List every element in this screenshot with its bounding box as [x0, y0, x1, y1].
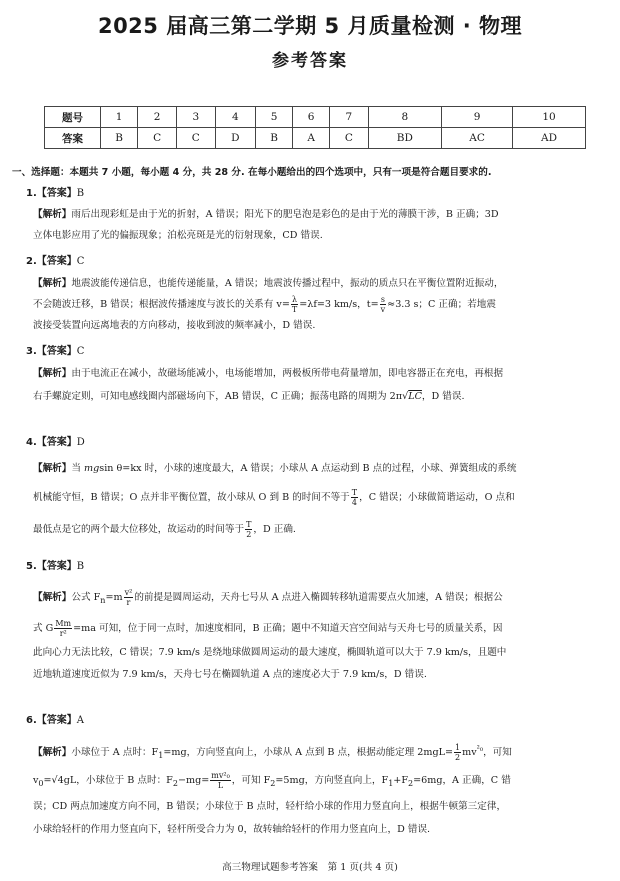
analysis-text: =mg，方向竖直向上，小球从 A 点到 B 点，根据动能定理 2mgL=	[163, 747, 454, 759]
analysis-text: =ma 可知，位于同一点时，加速度相同，B 正确；题中不知道天宫空间站与天舟七号的质量关系，因	[73, 623, 503, 634]
answer-tag: 【答案】	[36, 346, 77, 357]
answer-tag: 【答案】	[36, 561, 77, 572]
numerator: Mm	[55, 619, 72, 628]
table-cell: 6	[293, 107, 330, 128]
question-2-analysis	[33, 273, 601, 336]
fraction-mm-over-r2	[54, 619, 72, 638]
page-title: 2025 届高三第二学期 5 月质量检测 · 物理	[97, 14, 523, 38]
analysis-text: ，可知	[483, 747, 512, 759]
answer-value: B	[76, 561, 85, 572]
table-cell: 1	[101, 107, 138, 128]
superscript: ²₀	[476, 744, 484, 753]
table-cell: 4	[215, 107, 255, 128]
analysis-text: ，D 错误.	[421, 391, 465, 402]
analysis-text: v	[33, 775, 39, 786]
analysis-text: −mg=	[177, 775, 210, 786]
sqrt-sign-icon: √	[402, 391, 409, 402]
analysis-text: mv	[462, 747, 477, 759]
analysis-text: 最低点是它的两个最大位移处，故运动的时间等于	[33, 524, 245, 535]
answer-summary-table	[44, 106, 586, 149]
analysis-tag: 【解析】	[33, 278, 72, 289]
question-number: 3.	[26, 346, 37, 357]
denominator: L	[217, 781, 224, 790]
analysis-text: 地震波能传递信息，也能传递能量，A 错误；地震波传播过程中，振动的质点只在平衡位置附近振动，	[71, 278, 504, 289]
table-row-answers	[45, 128, 586, 149]
table-cell: 7	[330, 107, 369, 128]
denominator: r	[126, 598, 131, 607]
question-1-answer	[26, 184, 84, 199]
question-2-answer	[26, 252, 84, 267]
fraction-t-over-4	[351, 488, 358, 507]
numerator: 1	[455, 743, 461, 753]
question-number: 6.	[26, 715, 37, 726]
analysis-text: 不会随波迁移，B 错误；根据波传播速度与波长的关系有 v=	[33, 299, 290, 310]
denominator: 2	[455, 753, 461, 763]
analysis-text: 机械能守恒，B 错误；O 点并非平衡位置，故小球从 O 到 B 的时间不等于	[33, 492, 350, 503]
analysis-text: 雨后出现彩虹是由于光的折射，A 错误；阳光下的肥皂泡是彩色的是由于光的薄膜干涉，B 正确；3D	[71, 209, 499, 220]
analysis-text: ≈3.3 s；C 正确；若地震	[387, 299, 496, 310]
answer-value: C	[76, 346, 85, 357]
analysis-text: 右手螺旋定则，可知电感线圈内部磁场向下，AB 错误，C 正确；振荡电路的周期为 2π	[33, 391, 403, 402]
subscript: 0	[38, 778, 44, 788]
fraction-mv2-over-l	[210, 771, 231, 790]
answer-value: D	[76, 437, 85, 448]
analysis-text: =m	[105, 592, 123, 603]
subscript: 1	[388, 778, 394, 788]
table-cell: A	[293, 128, 330, 149]
question-4-analysis	[33, 458, 601, 540]
question-5-analysis	[33, 587, 601, 685]
analysis-text: 小球位于 A 点时：F	[71, 747, 159, 759]
numerator: T	[246, 520, 252, 529]
analysis-text: 误；CD 两点加速度方向不同，B 错误；小球位于 B 点时，轻杆给小球的作用力竖直向上，根据牛顿第三定律，	[33, 801, 507, 812]
question-5-answer	[26, 557, 84, 572]
numerator: T	[351, 488, 358, 497]
analysis-text: =√4gL，小球位于 B 点时：F	[43, 775, 173, 786]
analysis-text: ，D 正确.	[253, 524, 296, 535]
question-number: 2.	[26, 256, 37, 267]
table-cell: 2	[138, 107, 177, 128]
analysis-tag: 【解析】	[33, 463, 72, 474]
table-cell: B	[255, 128, 292, 149]
analysis-text: 波接受装置向远离地表的方向移动，接收到波的频率减小，D 错误.	[33, 320, 316, 331]
answer-value: A	[76, 715, 84, 726]
numerator: v²	[124, 588, 133, 597]
question-3-analysis	[33, 363, 601, 407]
analysis-text: 立体电影应用了光的偏振现象；泊松亮斑是光的衍射现象，CD 错误.	[33, 230, 323, 241]
section-heading: 一、选择题：本题共 7 小题，每小题 4 分，共 28 分. 在每小题给出的四个选项中，只有一项是符合题目要求的.	[12, 167, 492, 178]
analysis-text: =5mg，方向竖直向上，F	[275, 775, 389, 786]
table-cell: C	[138, 128, 177, 149]
table-cell: BD	[368, 128, 441, 149]
page-footer: 高三物理试题参考答案 第 1 页(共 4 页)	[222, 862, 398, 873]
table-cell: AC	[442, 128, 513, 149]
analysis-text: =6mg，A 正确，C 错	[413, 775, 511, 786]
answer-tag: 【答案】	[36, 715, 77, 726]
analysis-text: 小球给轻杆的作用力竖直向下，轻杆所受合力为 0，故转轴给轻杆的作用力竖直向上，D 错误.	[33, 824, 431, 835]
fraction-t-over-2	[245, 520, 252, 539]
analysis-text: 近地轨道速度近似为 7.9 km/s，天舟七号在椭圆轨道 A 点的速度必大于 7.9 km/s，D 错误.	[33, 669, 427, 680]
answer-tag: 【答案】	[36, 188, 77, 199]
denominator: v	[380, 305, 386, 314]
answer-tag: 【答案】	[36, 256, 77, 267]
table-cell: 8	[368, 107, 441, 128]
question-number: 4.	[26, 437, 37, 448]
question-6-analysis	[33, 738, 601, 840]
question-3-answer	[26, 342, 84, 357]
fraction-lambda-over-t	[291, 295, 298, 314]
denominator: T	[291, 305, 298, 314]
analysis-text: 的前提是圆周运动，天舟七号从 A 点进入椭圆转移轨道需要点火加速，A 错误；根据公	[134, 592, 503, 603]
fraction-s-over-v	[380, 295, 387, 314]
sqrt-argument: LC	[408, 391, 422, 402]
question-number: 1.	[26, 188, 37, 199]
table-cell: 10	[513, 107, 586, 128]
table-cell: 5	[255, 107, 292, 128]
answer-tag: 【答案】	[36, 437, 77, 448]
subscript: 2	[407, 778, 414, 788]
row-label-number: 题号	[45, 107, 101, 128]
table-cell: D	[215, 128, 255, 149]
table-row-numbers	[45, 107, 586, 128]
analysis-text: 由于电流正在减小，故磁场能减小，电场能增加，两极板所带电荷量增加，即电容器正在充电，再根据	[71, 368, 504, 379]
answer-value: C	[76, 256, 85, 267]
analysis-text: ，C 错误；小球做简谐运动，O 点和	[359, 492, 515, 503]
fraction-v2-over-r	[124, 588, 134, 607]
fraction-one-half	[454, 743, 461, 762]
analysis-tag: 【解析】	[33, 368, 72, 379]
question-number: 5.	[26, 561, 37, 572]
table-cell: B	[101, 128, 138, 149]
analysis-text: 此向心力无法比较，C 错误；7.9 km/s 是绕地球做圆周运动的最大速度，椭圆轨道可以大于 7.9 km/s，且题中	[33, 647, 507, 658]
table-cell: AD	[513, 128, 586, 149]
answer-value: B	[76, 188, 85, 199]
row-label-answer: 答案	[45, 128, 101, 149]
analysis-text: =λf=3 km/s，t=	[299, 299, 379, 310]
subscript: n	[100, 595, 106, 605]
analysis-text: +F	[393, 775, 408, 786]
table-cell: C	[330, 128, 369, 149]
table-cell: 9	[442, 107, 513, 128]
analysis-text: ，可知 F	[231, 775, 271, 786]
denominator: 2	[246, 530, 252, 539]
numerator: λ	[291, 295, 298, 304]
numerator: mv²₀	[211, 771, 230, 780]
analysis-tag: 【解析】	[33, 592, 72, 603]
subscript: 2	[270, 778, 276, 788]
table-cell: 3	[176, 107, 215, 128]
analysis-text: 公式 F	[71, 592, 101, 603]
analysis-text: 式 G	[33, 623, 54, 634]
analysis-text: sin θ=kx 时，小球的速度最大，A 错误；小球从 A 点运动到 B 点的过程，小球、弹簧组成的系统	[99, 463, 517, 474]
subscript: 1	[158, 751, 164, 761]
subscript: 2	[172, 778, 178, 788]
table-cell: C	[176, 128, 215, 149]
denominator: 4	[351, 498, 357, 507]
denominator: r²	[59, 629, 67, 638]
analysis-tag: 【解析】	[33, 209, 72, 220]
analysis-text: mg	[84, 463, 100, 474]
question-1-analysis	[33, 204, 601, 246]
analysis-tag: 【解析】	[33, 747, 72, 759]
numerator: s	[380, 295, 385, 304]
page-subtitle: 参考答案	[272, 51, 348, 71]
analysis-text: 当	[71, 463, 85, 474]
question-6-answer	[26, 711, 84, 726]
question-4-answer	[26, 433, 85, 448]
